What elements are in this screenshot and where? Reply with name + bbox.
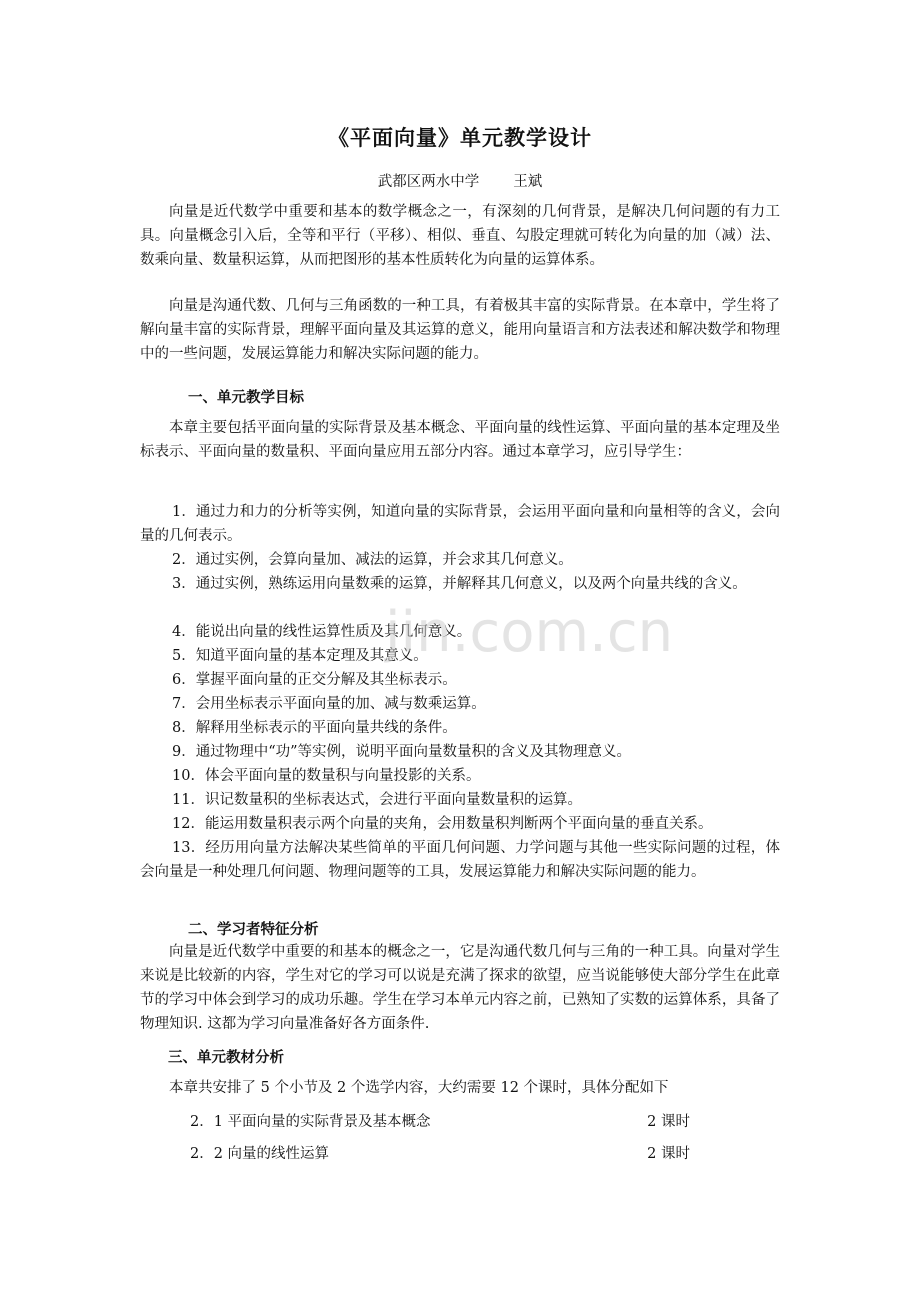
schedule-row-label: 2．2 向量的线性运算 [190,1146,330,1162]
schedule-row-hours: 2 课时 [647,1114,690,1130]
goal-item: 9．通过物理中“功”等实例，说明平面向量数量积的含义及其物理意义。 [172,744,632,760]
document-title: 《平面向量》单元教学设计 [328,126,592,150]
goal-item: 6．掌握平面向量的正交分解及其坐标表示。 [172,672,457,688]
author-name: 王斌 [513,174,543,190]
intro-paragraph-1: 向量是近代数学中重要和基本的数学概念之一，有深刻的几何背景，是解决几何问题的有力工具。向量概念引入后，全等和平行（平移）、相似、垂直、勾股定理就可转化为向量的加（减）法、数乘向量、数量积运算，从而把图形的基本性质转化为向量的运算体系。 [140,204,780,268]
schedule-row [190,1110,690,1131]
schedule-row [190,1142,690,1163]
goal-item: 1．通过力和力的分析等实例，知道向量的实际背景，会运用平面向量和向量相等的含义，会向量的几何表示。 [140,504,780,544]
section-heading-materials: 三、单元教材分析 [168,1050,284,1066]
intro-paragraph-2: 向量是沟通代数、几何与三角函数的一种工具，有着极其丰富的实际背景。在本章中，学生将了解向量丰富的实际背景，理解平面向量及其运算的意义，能用向量语言和方法表述和解决数学和物理中的一些问题，发展运算能力和解决实际问题的能力。 [140,298,780,362]
goal-item: 8．解释用坐标表示的平面向量共线的条件。 [172,720,457,736]
schedule-row-hours: 2 课时 [647,1146,690,1162]
section-heading-learners: 二、学习者特征分析 [188,922,319,938]
goal-item: 3．通过实例，熟练运用向量数乘的运算，并解释其几何意义，以及两个向量共线的含义。 [172,576,747,592]
goal-item: 4．能说出向量的线性运算性质及其几何意义。 [172,624,472,640]
byline [0,170,920,191]
goal-item: 10．体会平面向量的数量积与向量投影的关系。 [172,768,481,784]
watermark: jin.com.cn [385,600,674,665]
section-heading-goals: 一、单元教学目标 [188,390,304,406]
goal-item: 13．经历用向量方法解决某些简单的平面几何问题、力学问题与其他一些实际问题的过程，体会向量是一种处理几何问题、物理问题等的工具，发展运算能力和解决实际问题的能力。 [140,840,780,880]
school-name: 武都区两水中学 [377,174,480,190]
goals-intro: 本章主要包括平面向量的实际背景及基本概念、平面向量的线性运算、平面向量的基本定理及坐标表示、平面向量的数量积、平面向量应用五部分内容。通过本章学习，应引导学生： [140,420,780,460]
materials-intro: 本章共安排了 5 个小节及 2 个选学内容，大约需要 12 个课时，具体分配如下 [169,1080,669,1096]
goal-item: 2．通过实例，会算向量加、减法的运算，并会求其几何意义。 [172,552,573,568]
goal-item: 11．识记数量积的坐标表达式，会进行平面向量数量积的运算。 [172,792,582,808]
schedule-row-label: 2．1 平面向量的实际背景及基本概念 [190,1114,431,1130]
learner-analysis-paragraph: 向量是近代数学中重要的和基本的概念之一，它是沟通代数几何与三角的一种工具。向量对学生来说是比较新的内容，学生对它的学习可以说是充满了探求的欲望，应当说能够使大部分学生在此章节的学习中体会到学习的成功乐趣。学生在学习本单元内容之前，已熟知了实数的运算体系，具备了物理知识. 这都为学习向量准备好各方面条件. [140,944,780,1032]
goal-item: 5．知道平面向量的基本定理及其意义。 [172,648,428,664]
goal-item: 12．能运用数量积表示两个向量的夹角，会用数量积判断两个平面向量的垂直关系。 [172,816,713,832]
goal-item: 7．会用坐标表示平面向量的加、减与数乘运算。 [172,696,486,712]
